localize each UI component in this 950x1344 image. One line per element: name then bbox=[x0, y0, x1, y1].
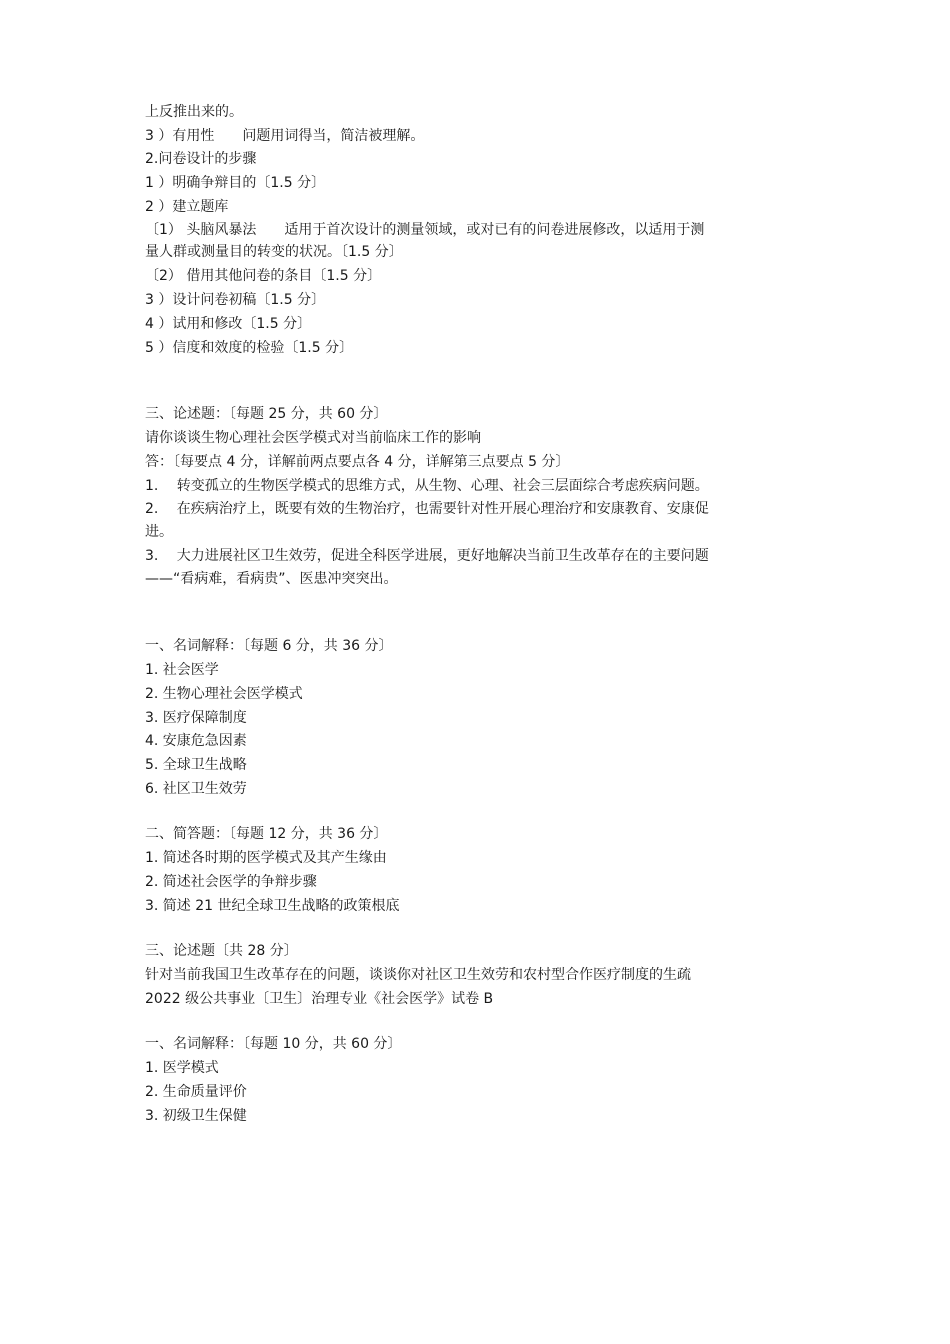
section-heading: 三、论述题：〔每题 25 分，共 60 分〕 bbox=[145, 406, 388, 422]
list-item: 5. 全球卫生战略 bbox=[145, 757, 247, 773]
list-item: 3. 初级卫生保健 bbox=[145, 1108, 247, 1124]
list-item: 3 ）设计问卷初稿〔1.5 分〕 bbox=[145, 292, 326, 308]
answer-text: 答：〔每要点 4 分，详解前两点要点各 4 分，详解第三点要点 5 分〕 bbox=[145, 454, 570, 470]
question-text: 针对当前我国卫生改革存在的问题，谈谈你对社区卫生效劳和农村型合作医疗制度的生疏 bbox=[145, 967, 691, 983]
list-item: 1. 简述各时期的医学模式及其产生缘由 bbox=[145, 850, 387, 866]
list-item: 3. 医疗保障制度 bbox=[145, 710, 247, 726]
answer-point: ——“看病难，看病贵”、医患冲突突出。 bbox=[145, 571, 398, 587]
list-item: 1 ）明确争辩目的〔1.5 分〕 bbox=[145, 175, 326, 191]
answer-point: 进。 bbox=[145, 524, 173, 540]
exam-title: 2022 级公共事业〔卫生〕治理专业《社会医学》试卷 B bbox=[145, 991, 494, 1007]
list-item: 3. 简述 21 世纪全球卫生战略的政策根底 bbox=[145, 898, 400, 914]
list-item: 2. 生物心理社会医学模式 bbox=[145, 686, 303, 702]
answer-point: 2. 在疾病治疗上，既要有效的生物治疗，也需要针对性开展心理治疗和安康教育、安康促 bbox=[145, 501, 709, 517]
list-item: 5 ）信度和效度的检验〔1.5 分〕 bbox=[145, 340, 354, 356]
answer-point: 1. 转变孤立的生物医学模式的思维方式，从生物、心理、社会三层面综合考虑疾病问题。 bbox=[145, 478, 709, 494]
answer-point: 3. 大力进展社区卫生效劳，促进全科医学进展，更好地解决当前卫生改革存在的主要问题 bbox=[145, 548, 709, 564]
section-heading: 一、名词解释：〔每题 10 分，共 60 分〕 bbox=[145, 1036, 402, 1052]
list-item: 2 ）建立题库 bbox=[145, 199, 229, 215]
list-item: 2. 生命质量评价 bbox=[145, 1084, 247, 1100]
list-item: 6. 社区卫生效劳 bbox=[145, 781, 247, 797]
list-item: 4. 安康危急因素 bbox=[145, 733, 247, 749]
text-line: 〔1） 头脑风暴法 适用于首次设计的测量领域，或对已有的问卷进展修改，以适用于测 bbox=[145, 222, 705, 238]
text-line: 3 ）有用性 问题用词得当，简洁被理解。 bbox=[145, 128, 425, 144]
section-heading: 三、论述题〔共 28 分〕 bbox=[145, 943, 298, 959]
list-item: 1. 社会医学 bbox=[145, 662, 219, 678]
question-text: 请你谈谈生物心理社会医学模式对当前临床工作的影响 bbox=[145, 430, 481, 446]
text-line: 量人群或测量目的转变的状况。〔1.5 分〕 bbox=[145, 244, 403, 260]
section-heading: 二、简答题：〔每题 12 分，共 36 分〕 bbox=[145, 826, 388, 842]
section-heading: 2.问卷设计的步骤 bbox=[145, 151, 257, 167]
list-item: 〔2） 借用其他问卷的条目〔1.5 分〕 bbox=[145, 268, 382, 284]
list-item: 4 ）试用和修改〔1.5 分〕 bbox=[145, 316, 312, 332]
list-item: 1. 医学模式 bbox=[145, 1060, 219, 1076]
section-heading: 一、名词解释：〔每题 6 分，共 36 分〕 bbox=[145, 638, 393, 654]
text-line: 上反推出来的。 bbox=[145, 104, 243, 120]
list-item: 2. 简述社会医学的争辩步骤 bbox=[145, 874, 317, 890]
